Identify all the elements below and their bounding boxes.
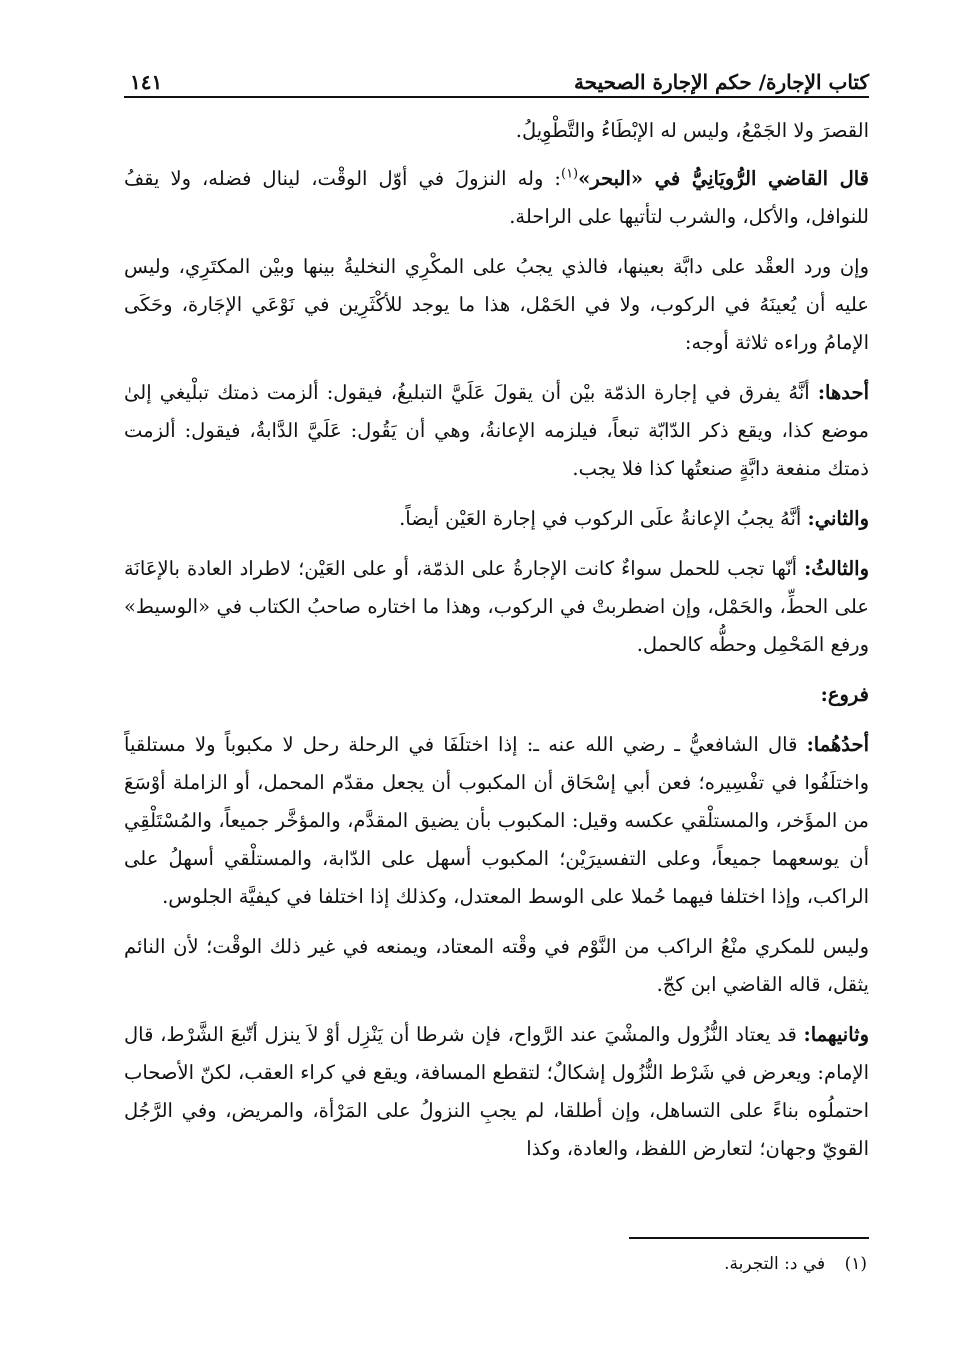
paragraph-3-text: وإن ورد العقْد على دابَّة بعينها، فالذي يجبُ على المكْرِي النخليةُ بينها وبيْن المكتَرِي، وليس عليه أن يُعينَهُ في الركوب، ولا في الحَمْل، هذا ما يوجد للأكْثَرِين في نَوْعَي الإجَارة، وحَكَى الإمامُ وراءه ثلاثة أوجه:: [124, 255, 869, 354]
footnote-reference[interactable]: (١): [560, 166, 579, 182]
header-title: كتاب الإجارة/ حكم الإجارة الصحيحة: [573, 70, 869, 94]
paragraph-7-lead: أحدُهُما:: [806, 733, 869, 756]
paragraph-2-intro: قال القاضي الرُّويَانِيُّ في «البحر»: [578, 167, 869, 190]
paragraph-9-text: قد يعتاد النُّزُول والمشْيَ عند الرَّواح، فإن شرطا أن يَنْزِل أوْ لاَ ينزل أتّبعَ الشَّرْط، قال الإمام: ويعرض في شَرْط النُّزُول إشكالٌ؛ لتقطع المسافة، ويقع في كراء العقب، لكنّ الأصحاب احتملُوه بناءً على التساهل، وإن أطلقا، لم يجبِ النزولُ على المَرْأة، والمريض، وفي الرَّجُل القويّ وجهان؛ لتعارض اللفظ، والعادة، وكذا: [124, 1023, 869, 1160]
paragraph-8: [124, 928, 869, 1004]
paragraph-6: [124, 550, 869, 664]
paragraph-2-text: : وله النزولَ في أوّل الوقْت، لينال فضله، ولا يقفُ للنوافل، والأكل، والشرب لتأتيها على الراحلة.: [124, 167, 869, 228]
paragraph-9-lead: وثانيهما:: [803, 1023, 869, 1046]
paragraph-6-lead: والثالثُ:: [804, 557, 869, 580]
paragraph-1: [124, 112, 869, 150]
paragraph-7-text: قال الشافعيُّ ـ رضي الله عنه ـ: إذا اختلَفَا في الرحلة رحل لا مكبوباً ولا مستلقياً واختلَفُوا في تفْسِيره؛ فعن أبي إسْحَاق أن المكبوب أن يجعل مقدّم المحمل، أو الزاملة أوْسَعَ من المؤَخر، والمستلْقي عكسه وقيل: المكبوب بأن يضيق المقدَّم، والمؤخَّر جميعاً، والمُسْتَلْقِي أن يوسعهما جميعاً، وعلى التفسيرَيْن؛ المكبوب أسهل على الدّابة، والمستلْقي أسهلُ على الراكب، وإذا اختلفا فيهما حُملا على الوسط المعتدل، وكذلك إذا اختلفا في كيفيَّة الجلوس.: [124, 733, 869, 908]
paragraph-8-text: وليس للمكري منْعُ الراكب من النَّوْم في وقْته المعتاد، ويمنعه في غير ذلك الوقْت؛ لأن النائم يثقل، قاله القاضي ابن كجّ.: [124, 935, 869, 996]
footnote-text: في د: التجربة.: [724, 1254, 826, 1274]
page-number: ١٤١: [130, 70, 163, 94]
paragraph-4: [124, 374, 869, 488]
footnote-divider: [629, 1237, 869, 1239]
paragraph-5-text: أنَّهُ يجبُ الإعانةُ علَى الركوب في إجارة العَيْن أيضاً.: [399, 507, 808, 530]
running-header: [124, 54, 869, 98]
main-text: [124, 112, 869, 1168]
paragraph-1-text: القصرَ ولا الجَمْعُ، وليس له الإبْطَاءُ والتَّطْوِيلُ.: [515, 119, 869, 142]
paragraph-3: [124, 248, 869, 362]
paragraph-6-text: أنّها تجب للحمل سواءٌ كانت الإجارةُ على الذمّة، أو على العَيْن؛ لاطراد العادة بالإعَانَة على الحطِّ، والحَمْل، وإن اضطربتْ في الركوب، وهذا ما اختاره صاحبُ الكتاب في «الوسيط» ورفع المَحْمِل وحطُّه كالحمل.: [124, 557, 869, 656]
paragraph-4-lead: أحدها:: [817, 381, 869, 404]
footnote-number: (١): [844, 1254, 867, 1274]
section-heading: فروع:: [820, 683, 869, 706]
paragraph-5: [124, 500, 869, 538]
paragraph-5-lead: والثاني:: [807, 507, 869, 530]
paragraph-4-text: أنَّهُ يفرق في إجارة الذمّة بيْن أن يقولَ عَلَيَّ التبليغُ، فيقول: ألزمت ذمتك تبلْيغي إلىٰ موضع كذا، ويقع ذكر الدّابّة تبعاً، فيلزمه الإعانةُ، وهي أن يَقُول: عَلَيَّ الدَّابةُ، فيقول: ألزمت ذمتك منفعة دابَّةٍ صنعتُها كذا فلا يجب.: [124, 381, 869, 480]
paragraph-7: [124, 726, 869, 916]
paragraph-9: [124, 1016, 869, 1168]
footnote: [724, 1250, 867, 1278]
paragraph-2: [124, 160, 869, 236]
